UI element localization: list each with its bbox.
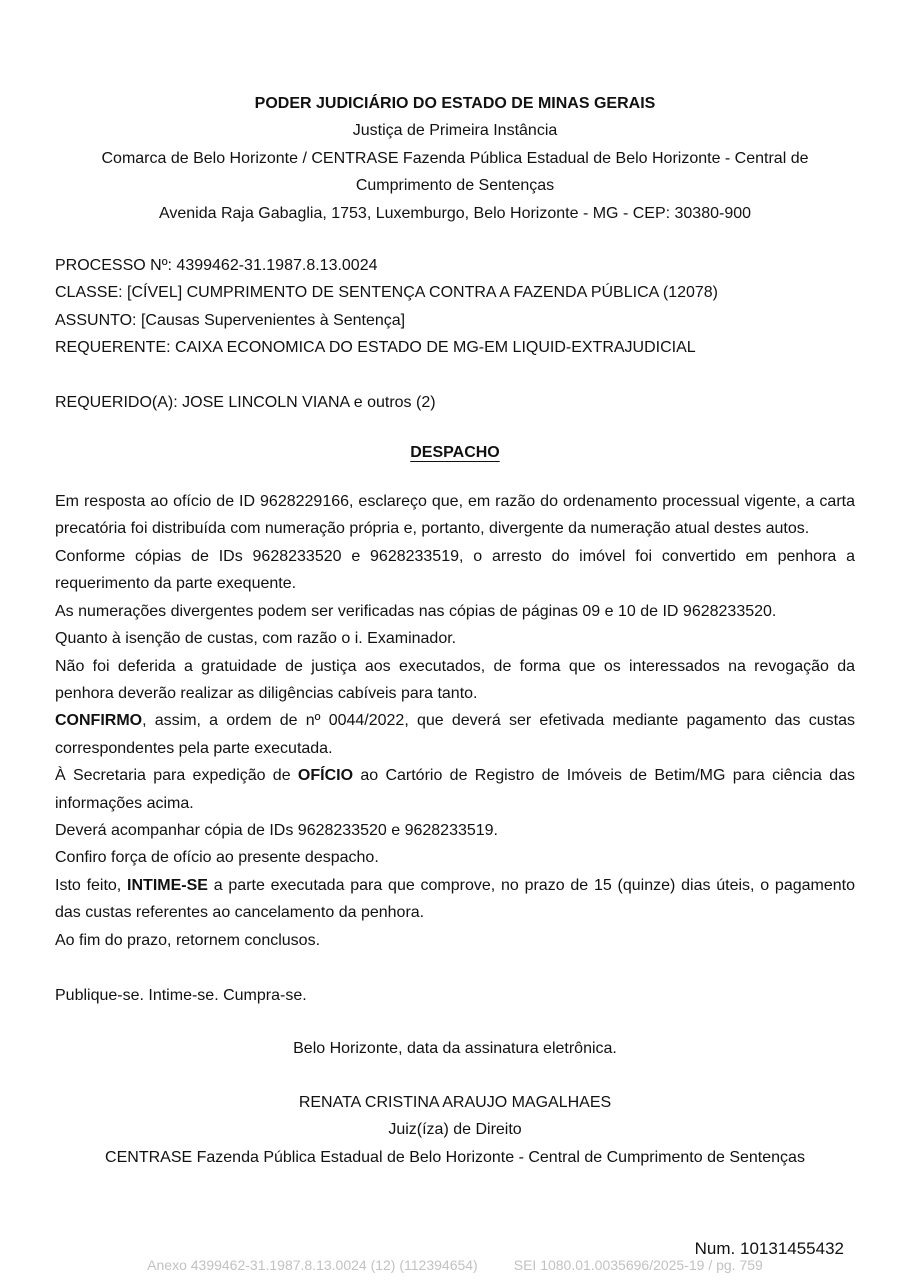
- footer-sei: SEI 1080.01.0035696/2025-19 / pg. 759: [513, 1257, 763, 1273]
- document-title: DESPACHO: [410, 444, 500, 462]
- paragraph-text: À Secretaria para expedição de: [55, 767, 298, 785]
- paragraph: [55, 707, 855, 762]
- order-body: [55, 488, 855, 954]
- paragraph: [55, 762, 855, 817]
- paragraph: Em resposta ao ofício de ID 9628229166, esclareço que, em razão do ordenamento processual vigente, a carta precatória foi distribuída com numeração própria e, portanto, divergente da numeração atual destes autos.: [55, 493, 855, 538]
- court-name: PODER JUDICIÁRIO DO ESTADO DE MINAS GERAIS: [254, 95, 656, 112]
- paragraph-text: Isto feito,: [55, 876, 128, 894]
- paragraph: Quanto à isenção de custas, com razão o i. Examinador.: [55, 630, 457, 648]
- paragraph-text: ao Cartório de Registro de Imóveis de Betim/MG para ciência das informações acima.: [55, 767, 855, 812]
- case-metadata: [55, 252, 855, 416]
- signature-place-date: Belo Horizonte, data da assinatura eletrônica.: [293, 1040, 617, 1058]
- closing-statement: Publique-se. Intime-se. Cumpra-se.: [55, 986, 307, 1004]
- signature-block: [55, 1035, 855, 1171]
- emphasis: INTIME-SE: [127, 876, 208, 894]
- case-plaintiff: REQUERENTE: CAIXA ECONOMICA DO ESTADO DE MG-EM LIQUID-EXTRAJUDICIAL: [55, 339, 696, 357]
- judge-name: RENATA CRISTINA ARAUJO MAGALHAES: [298, 1093, 612, 1111]
- paragraph: [55, 872, 855, 927]
- court-header: [55, 90, 855, 227]
- paragraph: As numerações divergentes podem ser verificadas nas cópias de páginas 09 e 10 de ID 9628233520.: [55, 602, 777, 620]
- court-instance: Justiça de Primeira Instância: [352, 122, 558, 140]
- paragraph: Ao fim do prazo, retornem conclusos.: [55, 931, 321, 949]
- case-subject: ASSUNTO: [Causas Supervenientes à Sentença]: [55, 311, 406, 329]
- paragraph: Confiro força de ofício ao presente despacho.: [55, 849, 379, 867]
- case-defendant: REQUERIDO(A): JOSE LINCOLN VIANA e outros (2): [55, 393, 436, 411]
- document-page: [55, 90, 855, 1171]
- court-district-cont: Cumprimento de Sentenças: [355, 177, 555, 195]
- paragraph: Deverá acompanhar cópia de IDs 9628233520 e 9628233519.: [55, 821, 498, 839]
- emphasis: OFÍCIO: [297, 767, 354, 785]
- case-number: PROCESSO Nº: 4399462-31.1987.8.13.0024: [55, 257, 378, 275]
- footer-attachment: Anexo 4399462-31.1987.8.13.0024 (12) (112394654): [147, 1257, 478, 1273]
- court-district: Comarca de Belo Horizonte / CENTRASE Fazenda Pública Estadual de Belo Horizonte - Central de: [101, 149, 809, 167]
- document-number: Num. 10131455432: [694, 1239, 844, 1258]
- judge-unit: CENTRASE Fazenda Pública Estadual de Belo Horizonte - Central de Cumprimento de Sentenças: [105, 1148, 805, 1166]
- judge-role: Juiz(íza) de Direito: [388, 1121, 522, 1139]
- paragraph-text: , assim, a ordem de nº 0044/2022, que deverá ser efetivada mediante pagamento das custas correspondentes pela parte executada.: [55, 712, 855, 757]
- emphasis: CONFIRMO: [55, 712, 143, 730]
- paragraph: Não foi deferida a gratuidade de justiça aos executados, de forma que os interessados na revogação da penhora deverão realizar as diligências cabíveis para tanto.: [55, 657, 855, 702]
- paragraph: Conforme cópias de IDs 9628233520 e 9628233519, o arresto do imóvel foi convertido em penhora a requerimento da parte exequente.: [55, 547, 855, 593]
- page-footer: [0, 1257, 910, 1273]
- paragraph-text: a parte executada para que comprove, no prazo de 15 (quinze) dias úteis, o pagamento das custas referentes ao cancelamento da penhora.: [55, 876, 855, 922]
- court-address: Avenida Raja Gabaglia, 1753, Luxemburgo, Belo Horizonte - MG - CEP: 30380-900: [158, 204, 752, 222]
- case-class: CLASSE: [CÍVEL] CUMPRIMENTO DE SENTENÇA CONTRA A FAZENDA PÚBLICA (12078): [55, 284, 719, 302]
